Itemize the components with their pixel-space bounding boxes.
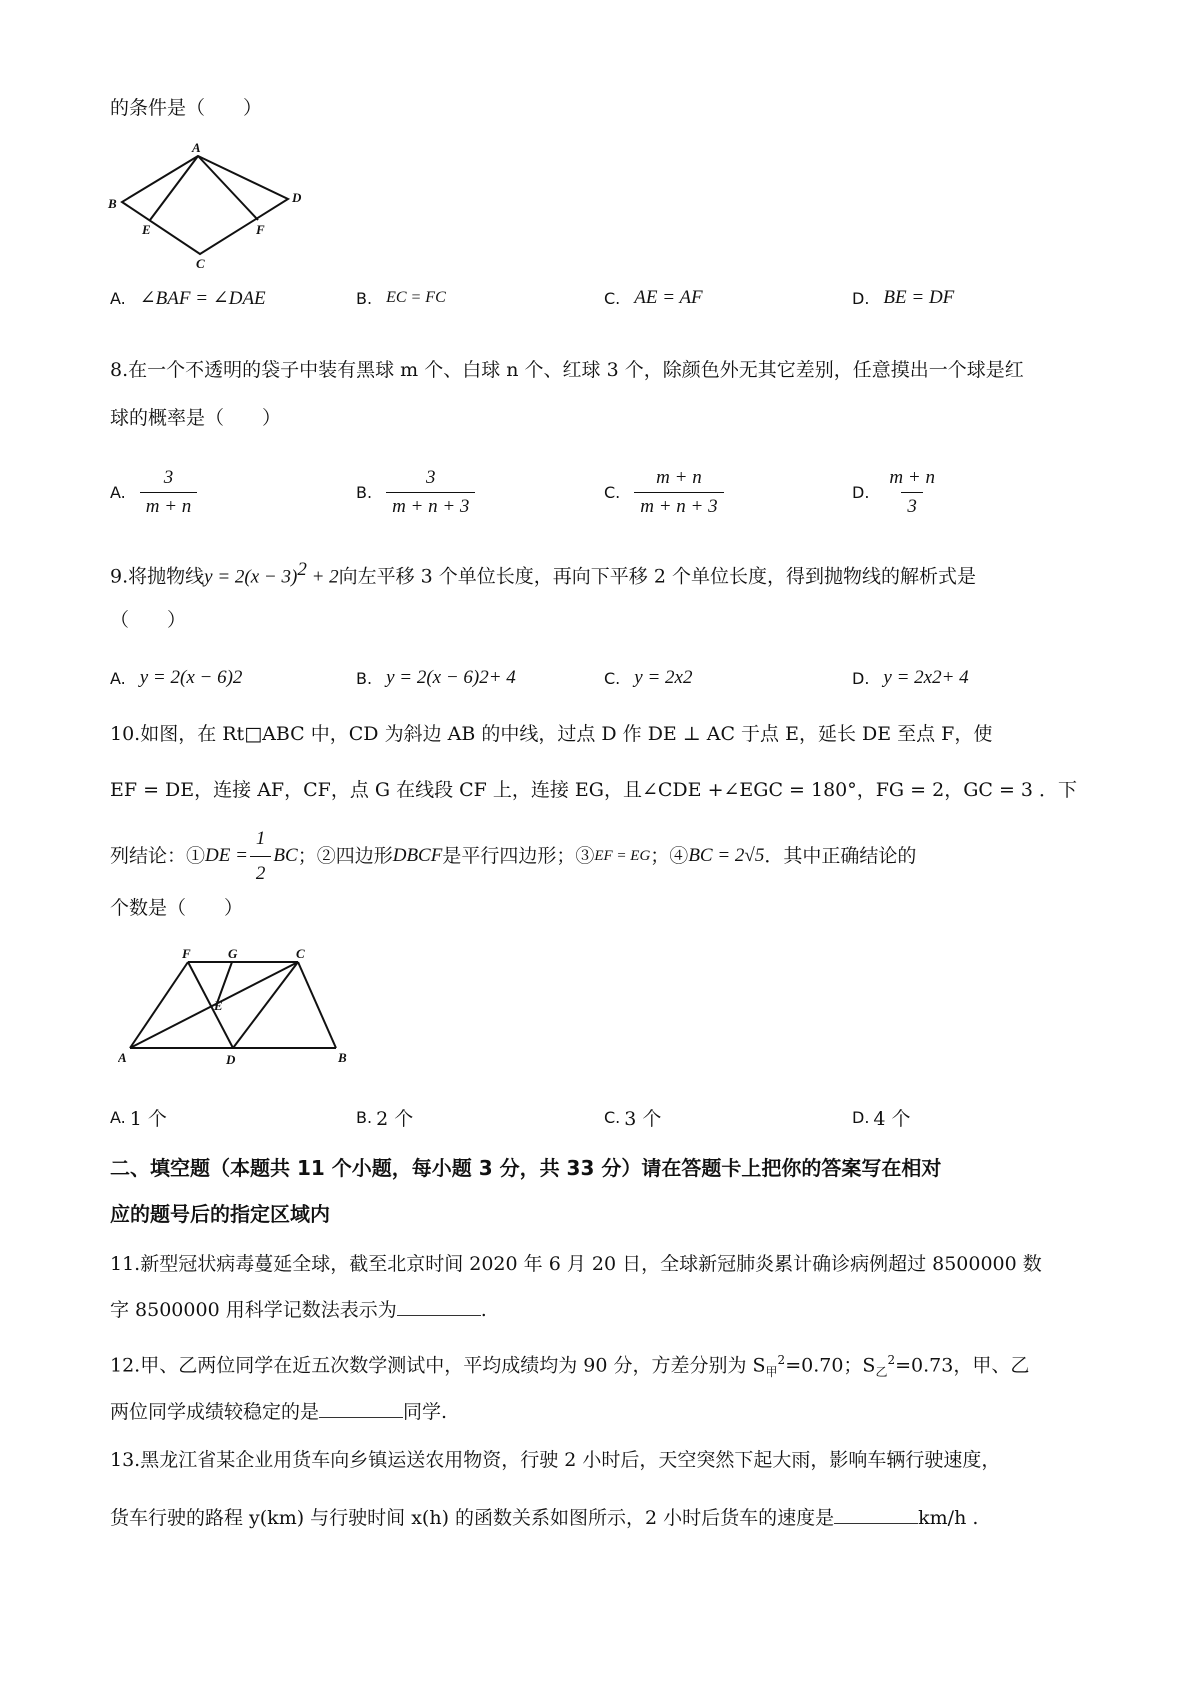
q10-label-e: E [214, 998, 223, 1013]
q10-label-d: D [226, 1052, 236, 1067]
q10-label-f: F [182, 948, 191, 961]
section2-heading-line1: 二、填空题（本题共 11 个小题，每小题 3 分，共 33 分）请在答题卡上把你的答案写在相对 [110, 1156, 942, 1180]
q10-figure [118, 948, 358, 1073]
fraction-denominator: m + n + 3 [634, 492, 723, 518]
q10-label-a: A [118, 1050, 127, 1065]
q12-answer-blank[interactable] [319, 1399, 403, 1418]
fraction-denominator: 3 [901, 492, 923, 518]
q7-option-c[interactable]: C. AE = AF [604, 287, 703, 308]
q9-option-a[interactable]: A. y = 2(x − 6) 2 [110, 667, 243, 688]
section2-heading-line2: 应的题号后的指定区域内 [110, 1202, 330, 1226]
q8-options [110, 462, 1110, 522]
q10-stem-line1: 10.如图，在 Rt□ABC 中，CD 为斜边 AB 的中线，过点 D 作 DE ⊥ AC 于点 E，延长 DE 至点 F，使 [110, 723, 993, 745]
fraction-numerator: m + n [656, 466, 702, 488]
q8-option-c[interactable]: C. $\frac{m + n}{m + n + 3}$ [604, 462, 724, 522]
q9-options [110, 658, 1110, 698]
q7-label-d: D [292, 190, 302, 205]
q8-option-b[interactable]: B. $\frac{3}{m + n + 3}$ [356, 462, 475, 522]
q10-option-d[interactable]: D. 4 个 [852, 1107, 911, 1130]
q9-stem-line1: 9.将抛物线$y = 2(x - 3)^2 + 2$向左平移 3 个单位长度，再向下平移 2 个单位长度，得到抛物线的解析式是 [110, 559, 976, 588]
q9-option-d[interactable]: D. y = 2x 2 + 4 [852, 667, 969, 688]
fraction-numerator: 3 [426, 466, 436, 488]
q11-answer-blank[interactable] [397, 1297, 481, 1316]
q13-stem-line1: 13.黑龙江省某企业用货车向乡镇运送农用物资，行驶 2 小时后，天空突然下起大雨，影响车辆行驶速度， [110, 1449, 1001, 1471]
q10-label-b: B [338, 1050, 347, 1065]
q10-option-c[interactable]: C. 3 个 [604, 1107, 662, 1130]
q9-option-b[interactable]: B. y = 2(x − 6) 2 + 4 [356, 667, 516, 688]
fraction-denominator: m + n [140, 492, 198, 518]
q10-option-a[interactable]: A. 1 个 [110, 1107, 167, 1130]
q10-stem-line2: EF = DE，连接 AF，CF，点 G 在线段 CF 上，连接 EG，且∠CDE +∠EGC = 180°，FG = 2，GC = 3 ．下 [110, 779, 1078, 801]
q7-label-f: F [256, 222, 265, 237]
fraction-numerator: m + n [889, 466, 935, 488]
fraction-denominator: m + n + 3 [386, 492, 475, 518]
q8-stem-line1: 8.在一个不透明的袋子中装有黑球 m 个、白球 n 个、红球 3 个，除颜色外无其它差别，任意摸出一个球是红 [110, 359, 1024, 381]
q7-option-a[interactable]: A. ∠BAF = ∠DAE [110, 287, 266, 309]
q7-option-d[interactable]: D. BE = DF [852, 287, 955, 308]
q10-stem-line3: 列结论：① DE = $\frac{1}{2}$ BC ；②四边形 DBCF 是平行四边形；③ EF = EG ；④ BC = 2√5 ．其中正确结论的 [110, 830, 916, 882]
q8-stem-line2: 球的概率是（ ） [110, 407, 282, 429]
q11-stem-line1: 11.新型冠状病毒蔓延全球，截至北京时间 2020 年 6 月 20 日，全球新冠肺炎累计确诊病例超过 8500000 数 [110, 1253, 1042, 1275]
q7-label-c: C [196, 256, 205, 270]
q7-label-b: B [108, 196, 117, 211]
q13-stem-line2: 货车行驶的路程 y(km) 与行驶时间 x(h) 的函数关系如图所示，2 小时后货车的速度是 km/h . [110, 1507, 979, 1529]
q13-answer-blank[interactable] [834, 1505, 918, 1524]
q7-options [110, 278, 1110, 318]
q10-label-g: G [228, 948, 238, 961]
q12-stem-line2: 两位同学成绩较稳定的是 同学. [110, 1401, 448, 1423]
q8-option-d[interactable]: D. $\frac{m + n}{3}$ [852, 462, 941, 522]
q9-stem-line2: （ ） [110, 609, 187, 631]
q10-stem-line4: 个数是（ ） [110, 897, 244, 919]
q9-option-c[interactable]: C. y = 2x 2 [604, 667, 693, 688]
q12-stem-line1: 12.甲、乙两位同学在近五次数学测试中，平均成绩均为 90 分，方差分别为 $S_甲^2=0.70$；$S_乙^2=0.73$，甲、乙 [110, 1353, 1030, 1380]
q10-option-b[interactable]: B. 2 个 [356, 1107, 414, 1130]
q7-figure [100, 140, 320, 270]
q11-stem-line2: 字 8500000 用科学记数法表示为 . [110, 1299, 487, 1321]
fraction-numerator: 3 [163, 466, 174, 488]
q7-option-b[interactable]: B. EC = FC [356, 288, 446, 308]
q10-options [110, 1100, 1110, 1134]
q10-label-c: C [296, 948, 305, 961]
q7-label-a: A [192, 140, 201, 155]
q7-label-e: E [142, 222, 151, 237]
q8-option-a[interactable]: A. $\frac{3}{m + n}$ [110, 462, 197, 522]
q7-tail: 的条件是（ ） [110, 97, 263, 119]
